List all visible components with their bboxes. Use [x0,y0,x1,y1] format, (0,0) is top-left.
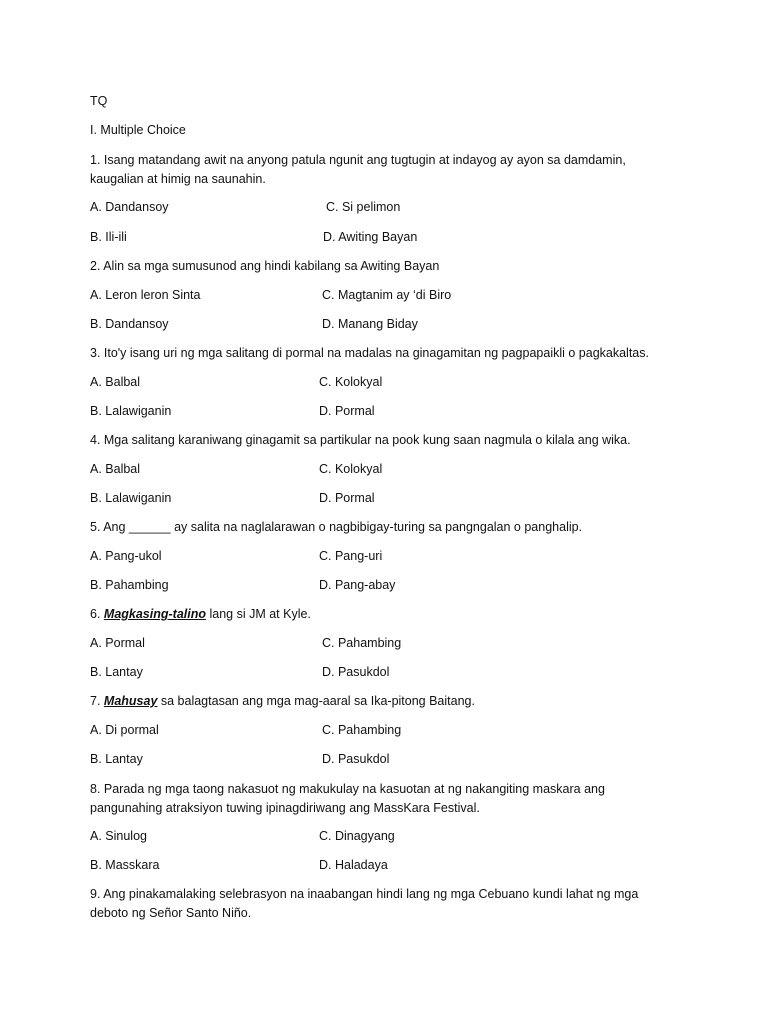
question-4-option-c: C. Kolokyal [319,462,383,476]
question-3-option-a: A. Balbal [90,375,141,389]
question-4-option-d: D. Pormal [319,491,375,505]
question-7-option-d: D. Pasukdol [322,752,390,766]
question-2-option-b: B. Dandansoy [90,317,169,331]
question-6-option-d: D. Pasukdol [322,665,390,679]
question-7-rest: sa balagtasan ang mga mag-aaral sa Ika-pitong Baitang. [157,694,475,708]
question-8-option-b: B. Masskara [90,858,160,872]
question-7-text [90,692,475,711]
question-2-text: 2. Alin sa mga sumusunod ang hindi kabilang sa Awiting Bayan [90,259,440,273]
question-7-number: 7. [90,694,104,708]
question-7-option-b: B. Lantay [90,752,143,766]
question-3-option-d: D. Pormal [319,404,375,418]
question-5-text: 5. Ang ______ ay salita na naglalarawan o nagbibigay-turing sa pangngalan o panghalip. [90,520,583,534]
question-2-option-a: A. Leron leron Sinta [90,288,201,302]
question-5-option-d: D. Pang-abay [319,578,396,592]
question-3-text: 3. Ito'y isang uri ng mga salitang di pormal na madalas na ginagamitan ng pagpapaikli o pagkakaltas. [90,346,649,360]
question-6-number: 6. [90,607,104,621]
question-1-option-b: B. Ili-ili [90,230,127,244]
section-title: I. Multiple Choice [90,123,186,137]
question-7-option-c: C. Pahambing [322,723,402,737]
question-5-option-a: A. Pang-ukol [90,549,162,563]
question-2-option-c: C. Magtanim ay ‘di Biro [322,288,452,302]
question-6-option-c: C. Pahambing [322,636,402,650]
question-3-option-c: C. Kolokyal [319,375,383,389]
question-7-emphasis: Mahusay [103,694,158,708]
question-5-option-b: B. Pahambing [90,578,169,592]
question-1-option-c: C. Si pelimon [326,200,401,214]
question-3-option-b: B. Lalawiganin [90,404,172,418]
question-2-option-d: D. Manang Biday [322,317,418,331]
question-6-text [90,605,311,624]
question-8-option-c: C. Dinagyang [319,829,395,843]
question-1-option-d: D. Awiting Bayan [323,230,418,244]
question-6-rest: lang si JM at Kyle. [206,607,311,621]
question-1-text: 1. Isang matandang awit na anyong patula ngunit ang tugtugin at indayog ay ayon sa damdamin, kaugalian at himig na saunahin. [90,153,626,186]
question-4-option-b: B. Lalawiganin [90,491,172,505]
question-7-option-a: A. Di pormal [90,723,159,737]
question-5-option-c: C. Pang-uri [319,549,383,563]
question-8-text: 8. Parada ng mga taong nakasuot ng makukulay na kasuotan at ng nakangiting maskara ang pangunahing atraksiyon tuwing ipinagdiriwang ang MassKara Festival. [90,782,605,815]
question-8-option-d: D. Haladaya [319,858,388,872]
question-6-option-a: A. Pormal [90,636,145,650]
question-8-option-a: A. Sinulog [90,829,147,843]
question-4-option-a: A. Balbal [90,462,141,476]
question-6-option-b: B. Lantay [90,665,143,679]
question-6-emphasis: Magkasing-talino [103,607,206,621]
question-4-text: 4. Mga salitang karaniwang ginagamit sa partikular na pook kung saan nagmula o kilala ang wika. [90,433,631,447]
document-code: TQ [90,94,108,108]
question-1-option-a: A. Dandansoy [90,200,169,214]
question-9-text: 9. Ang pinakamalaking selebrasyon na inaabangan hindi lang ng mga Cebuano kundi lahat ng mga deboto ng Señor Santo Niño. [90,887,639,920]
